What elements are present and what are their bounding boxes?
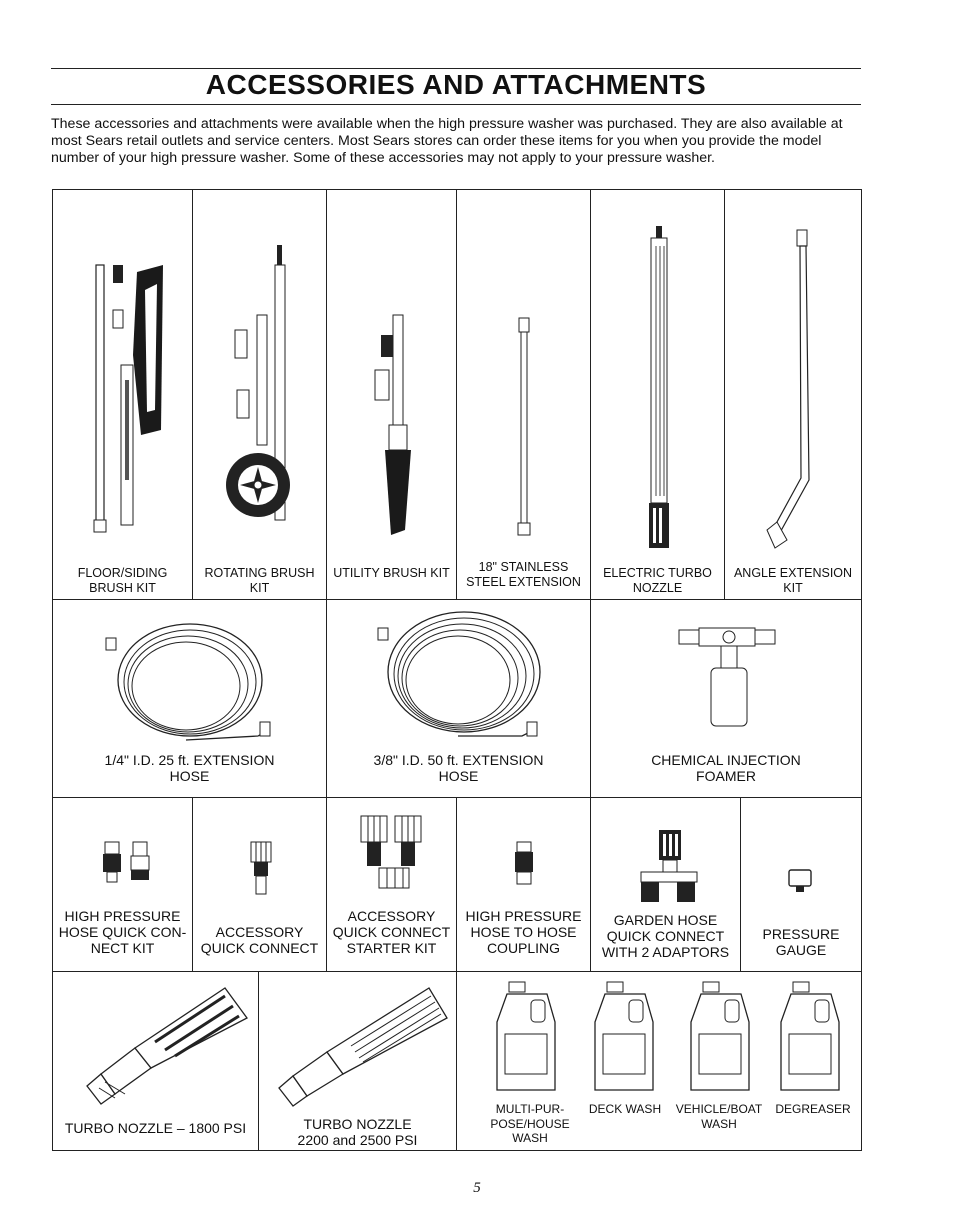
hose-coil-icon — [98, 618, 278, 758]
electric-turbo-nozzle-icon — [645, 226, 675, 551]
cell-electric-turbo-nozzle — [591, 190, 725, 600]
cell-garden-hose-quick-connect — [591, 798, 741, 972]
caption-line: 3/8" I.D. 50 ft. EXTENSION — [373, 752, 544, 768]
caption-line: BRUSH KIT — [89, 581, 156, 595]
caption-line: STEEL EXTENSION — [466, 575, 581, 589]
cell-high-pressure-quick-connect-kit — [53, 798, 193, 972]
caption-chemical-injection-foamer — [591, 752, 861, 784]
caption-line: GAUGE — [775, 942, 827, 958]
caption-line: WITH 2 ADAPTORS — [601, 944, 730, 960]
caption-turbo-nozzle-2200-2500 — [259, 1116, 456, 1148]
cell-chemical-injection-foamer — [591, 600, 861, 798]
caption-line: COUPLING — [486, 940, 561, 956]
caption-line: ACCESSORY — [215, 924, 304, 940]
caption-line: FOAMER — [696, 768, 756, 784]
cell-floor-siding-brush-kit — [53, 190, 193, 600]
caption-turbo-nozzle-1800 — [53, 1120, 258, 1136]
caption-line: TURBO NOZZLE — [303, 1116, 412, 1132]
intro-paragraph: These accessories and attachments were available when the high pressure washer was purchased. They are also available at most Sears retail outlets and service centers. Most Sears stores can order these items for you when you provide the model number of your high pressure washer. Some of these accessories may not apply to your pressure washer. — [51, 116, 843, 166]
foamer-bottle-icon — [675, 618, 785, 738]
caption-line: NECT KIT — [90, 940, 155, 956]
caption-line: 1/4" I.D. 25 ft. EXTENSION — [104, 752, 275, 768]
caption-line: WASH — [512, 1131, 548, 1145]
turbo-nozzle-icon — [75, 982, 250, 1112]
hose-coil-icon — [372, 610, 552, 755]
caption-line: PRESSURE — [762, 926, 840, 942]
caption-accessory-quick-connect — [193, 924, 326, 956]
caption-quarter-inch-hose — [53, 752, 326, 784]
caption-line: HOSE — [438, 768, 479, 784]
cell-cleaning-solutions — [457, 972, 861, 1150]
caption-rotating-brush-kit — [193, 566, 326, 596]
caption-angle-extension-kit — [725, 566, 861, 596]
caption-line: ROTATING BRUSH — [204, 566, 315, 580]
caption-line: 2200 and 2500 PSI — [297, 1132, 418, 1148]
caption-line: HIGH PRESSURE — [64, 908, 181, 924]
cell-utility-brush-kit — [327, 190, 457, 600]
caption-line: ELECTRIC TURBO — [603, 566, 712, 580]
caption-line: STARTER KIT — [346, 940, 437, 956]
cell-rotating-brush-kit — [193, 190, 327, 600]
caption-vehicle-boat-wash — [669, 1102, 769, 1131]
caption-electric-turbo-nozzle — [591, 566, 724, 596]
stainless-extension-icon — [513, 318, 537, 538]
detergent-jug-icon — [775, 982, 845, 1094]
utility-brush-kit-icon — [365, 315, 425, 540]
caption-line: POSE/HOUSE — [490, 1116, 570, 1131]
caption-line: QUICK CONNECT — [606, 928, 725, 944]
caption-line: HOSE TO HOSE — [470, 924, 577, 940]
detergent-jug-icon — [685, 982, 755, 1094]
caption-high-pressure-quick-connect-kit — [53, 908, 192, 956]
cell-accessory-starter-kit — [327, 798, 457, 972]
floor-siding-brush-kit-icon — [91, 260, 171, 535]
caption-line: HIGH PRESSURE — [465, 908, 582, 924]
caption-multi-purpose-wash — [477, 1102, 583, 1146]
caption-garden-hose-quick-connect — [591, 912, 740, 960]
caption-line: QUICK CONNECT — [200, 940, 319, 956]
title-underline — [51, 104, 861, 105]
caption-line: GARDEN HOSE — [613, 912, 718, 928]
starter-kit-icon — [357, 812, 429, 892]
caption-line: ACCESSORY — [347, 908, 436, 924]
caption-line: 18" STAINLESS — [478, 560, 569, 574]
caption-degreaser — [763, 1102, 863, 1117]
caption-floor-siding-brush-kit — [53, 566, 192, 596]
cell-stainless-extension — [457, 190, 591, 600]
caption-line: NOZZLE — [632, 581, 683, 595]
quick-connect-icon — [249, 842, 273, 898]
accessories-grid — [52, 189, 862, 1151]
caption-line: VEHICLE/BOAT — [675, 1102, 763, 1116]
page-title: ACCESSORIES AND ATTACHMENTS — [205, 69, 707, 100]
cell-quarter-inch-hose — [53, 600, 327, 798]
cell-three-eighths-hose — [327, 600, 591, 798]
caption-line: ANGLE EXTENSION — [733, 566, 853, 580]
caption-line: HOSE — [169, 768, 210, 784]
quick-connect-kit-icon — [101, 838, 161, 888]
caption-line: DEGREASER — [775, 1102, 851, 1116]
caption-line: MULTI-PUR- — [495, 1102, 565, 1116]
cell-turbo-nozzle-2200-2500 — [259, 972, 457, 1150]
caption-line: HOSE QUICK CON- — [58, 924, 187, 940]
caption-pressure-gauge — [741, 926, 861, 958]
caption-accessory-starter-kit — [327, 908, 456, 956]
coupling-icon — [514, 842, 534, 886]
caption-hose-to-hose-coupling — [457, 908, 590, 956]
rotating-brush-kit-icon — [223, 245, 303, 525]
caption-line: KIT — [249, 581, 270, 595]
caption-stainless-extension — [457, 560, 590, 590]
cell-turbo-nozzle-1800 — [53, 972, 259, 1150]
cell-accessory-quick-connect — [193, 798, 327, 972]
caption-three-eighths-hose — [327, 752, 590, 784]
page-number: 5 — [473, 1180, 481, 1196]
caption-deck-wash — [575, 1102, 675, 1117]
cell-hose-to-hose-coupling — [457, 798, 591, 972]
caption-line: KIT — [783, 581, 803, 595]
caption-line: DECK WASH — [588, 1102, 662, 1116]
detergent-jug-icon — [491, 982, 561, 1094]
caption-utility-brush-kit — [327, 566, 456, 581]
caption-line: TURBO NOZZLE – 1800 PSI — [64, 1120, 247, 1136]
angle-extension-kit-icon — [765, 230, 845, 555]
turbo-nozzle-icon — [271, 984, 449, 1114]
garden-hose-adaptor-icon — [637, 826, 699, 906]
cell-angle-extension-kit — [725, 190, 861, 600]
caption-line: CHEMICAL INJECTION — [651, 752, 801, 768]
caption-line: FLOOR/SIDING — [77, 566, 168, 580]
cell-pressure-gauge — [741, 798, 861, 972]
caption-line: QUICK CONNECT — [332, 924, 451, 940]
caption-line: UTILITY BRUSH KIT — [333, 566, 450, 580]
pressure-gauge-icon — [787, 868, 813, 894]
detergent-jug-icon — [589, 982, 659, 1094]
caption-line: WASH — [701, 1116, 737, 1131]
